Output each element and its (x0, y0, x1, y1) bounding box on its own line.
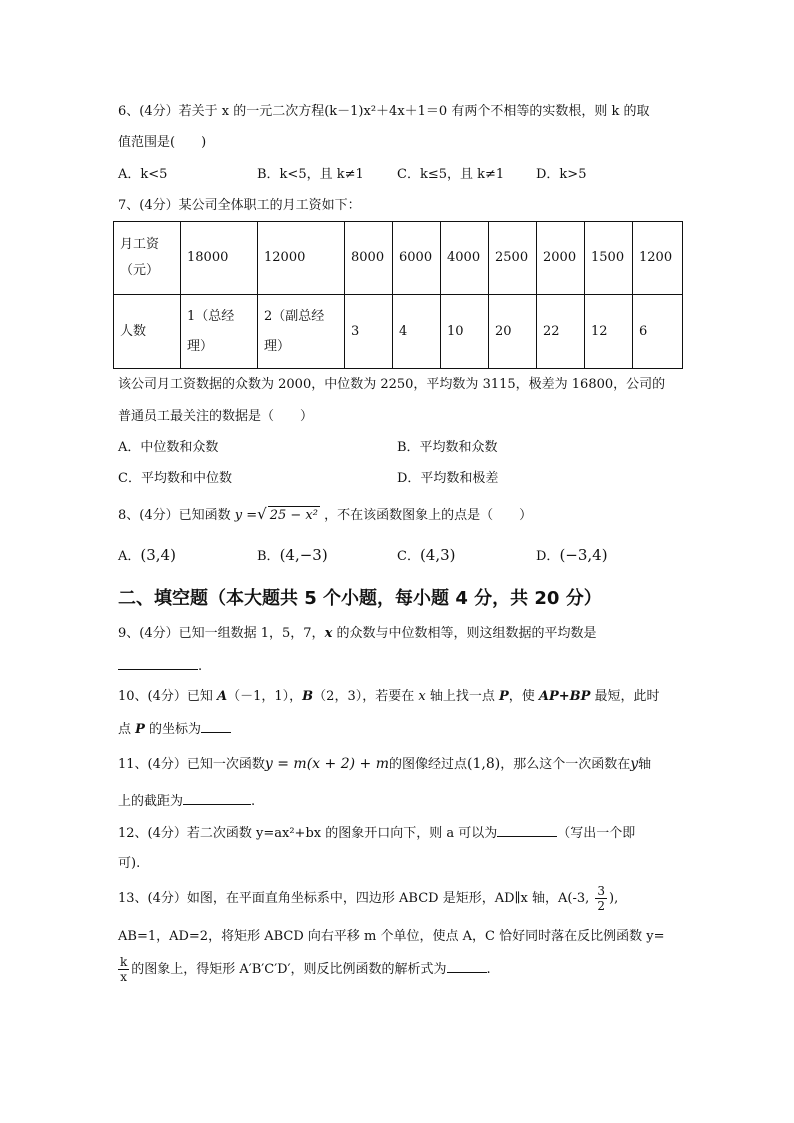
q8-function-lhs: y = (234, 508, 258, 523)
answer-blank[interactable] (497, 824, 557, 837)
q6-line2: 值范围是( ) (118, 135, 207, 150)
q8-option-c: C．(4,3) (397, 546, 456, 564)
q9-line1: 9、(4分）已知一组数据 1，5，7，x 的众数与中位数相等，则这组数据的平均数是 (118, 626, 597, 641)
answer-blank[interactable] (447, 960, 487, 973)
fraction-k-over-x: $\frac{k}{x}$ (120, 955, 128, 984)
table-header-cell (114, 222, 181, 295)
q10-line2: 点 P 的坐标为 (118, 720, 231, 739)
table-cell: 4000 (441, 222, 489, 295)
row-label-unit: （元） (120, 263, 160, 278)
q8-option-d: D．(−3,4) (536, 546, 608, 564)
table-row (114, 295, 683, 369)
table-cell: 10 (441, 295, 489, 369)
q7-line1: 7、(4分）某公司全体职工的月工资如下： (118, 198, 361, 213)
table-row (114, 222, 683, 295)
table-cell: 20 (489, 295, 537, 369)
count-vp: 2（副总经 (264, 308, 325, 324)
q6-option-d: D．k>5 (536, 167, 587, 182)
table-cell: 12 (585, 295, 633, 369)
q7-option-d: D．平均数和极差 (397, 471, 499, 486)
table-cell: 2500 (489, 222, 537, 295)
q13-line1: 13、(4分）如图，在平面直角坐标系中，四边形 ABCD 是矩形，AD∥x 轴，A(-3, $\frac{3}{2}$ ), (118, 884, 619, 913)
q8-prefix: 8、(4分）已知函数 (118, 508, 231, 523)
table-cell: 1500 (585, 222, 633, 295)
count-vp-line2: 理） (264, 338, 291, 354)
table-cell: 22 (537, 295, 585, 369)
q6-line1: 6、(4分）若关于 x 的一元二次方程(k－1)x²＋4x＋1＝0 有两个不相等的实数根，则 k 的取 (118, 104, 650, 119)
table-cell: 4 (393, 295, 441, 369)
table-cell: 6 (633, 295, 683, 369)
q7-option-a: A．中位数和众数 (118, 440, 219, 455)
answer-blank[interactable] (201, 720, 231, 733)
q7-line3: 普通员工最关注的数据是（ ） (118, 409, 314, 424)
q11-function: y = m(x + 2) + m (264, 756, 389, 772)
wage-table (113, 221, 683, 369)
table-cell (181, 295, 258, 369)
table-cell: 1200 (633, 222, 683, 295)
q6-option-a: A．k<5 (118, 167, 168, 182)
count-ceo-line2: 理） (187, 338, 214, 354)
table-cell: 8000 (345, 222, 393, 295)
q8-option-a: A．(3,4) (118, 546, 176, 564)
q12-line2: 可). (118, 856, 141, 871)
q8-option-b: B．(4,−3) (257, 546, 328, 564)
q13-line3: $\frac{k}{x}$ 的图象上，得矩形 A′B′C′D′，则反比例函数的解析式为 . (120, 955, 491, 984)
q9-line2: . (118, 657, 202, 676)
answer-blank[interactable] (118, 657, 198, 670)
sqrt-sign: √ (257, 505, 267, 523)
table-cell: 3 (345, 295, 393, 369)
q6-option-b: B．k<5，且 k≠1 (257, 167, 364, 182)
q7-option-c: C．平均数和中位数 (118, 471, 232, 486)
row-label-count: 人数 (114, 295, 181, 369)
fraction-three-halves: $\frac{3}{2}$ (597, 884, 606, 913)
table-cell: 18000 (181, 222, 258, 295)
q7-line2: 该公司月工资数据的众数为 2000，中位数为 2250，平均数为 3115，极差为 16800，公司的 (118, 377, 666, 392)
table-cell (258, 295, 345, 369)
q11-line1: 11、(4分）已知一次函数y = m(x + 2) + m的图像经过点(1,8)，那么这个一次函数在y轴 (118, 756, 652, 772)
q6-option-c: C．k≤5，且 k≠1 (397, 167, 505, 182)
section-heading: 二、填空题（本大题共 5 个小题，每小题 4 分，共 20 分） (118, 588, 602, 609)
q11-line2: 上的截距为 . (118, 794, 256, 809)
q7-option-b: B．平均数和众数 (397, 440, 498, 455)
q12-line1: 12、(4分）若二次函数 y=ax²+bx 的图象开口向下，则 a 可以为 （写出一个即 (118, 826, 636, 841)
row-label-wage: 月工资 (120, 237, 160, 252)
table-cell: 2000 (537, 222, 585, 295)
answer-blank[interactable] (183, 792, 251, 805)
table-cell: 6000 (393, 222, 441, 295)
q10-line1: 10、(4分）已知 A（－1，1），B（2，3），若要在 x 轴上找一点 P，使 AP+BP 最短，此时 (118, 689, 660, 704)
q8-suffix: ，不在该函数图象上的点是（ ） (324, 508, 533, 523)
table-cell: 12000 (258, 222, 345, 295)
count-ceo: 1（总经 (187, 308, 235, 324)
q8-radicand: 25 − x² (269, 508, 318, 523)
q13-line2: AB=1，AD=2，将矩形 ABCD 向右平移 m 个单位，使点 A，C 恰好同时落在反比例函数 y= (118, 929, 665, 944)
q8-stem (118, 505, 532, 525)
